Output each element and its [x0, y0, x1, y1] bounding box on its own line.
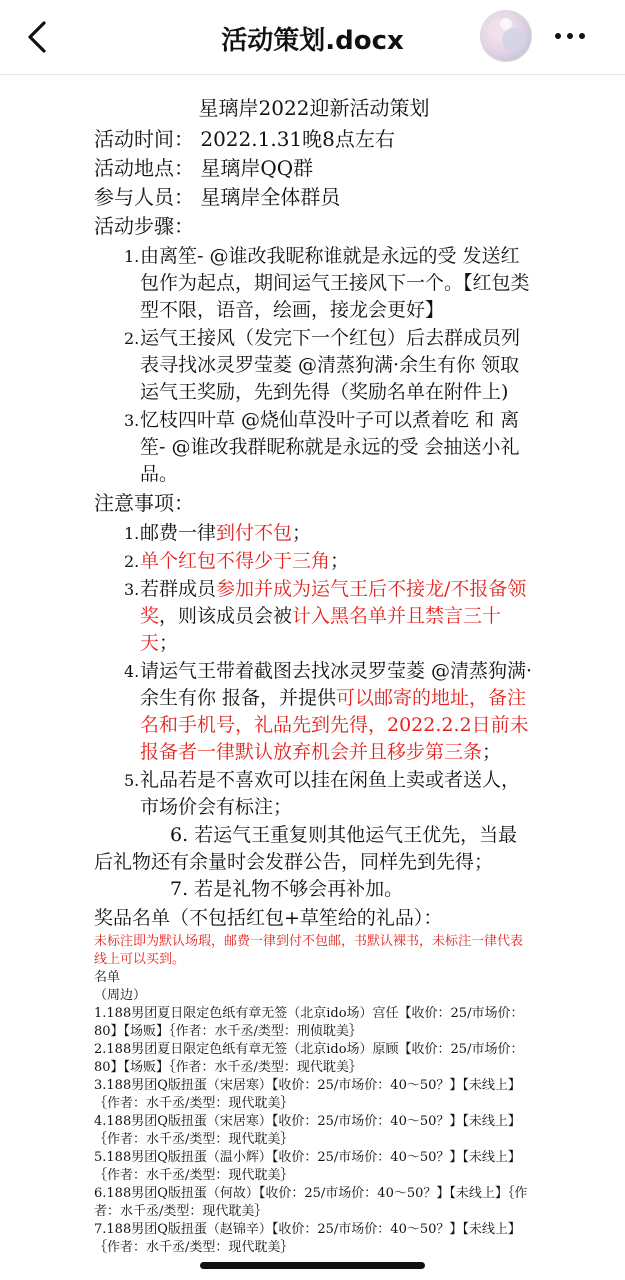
list-item: 1. 由离笙- @谁改我昵称谁就是永远的受 发送红包作为起点，期间运气王接风下一个。【红包类型不限，语音，绘画，接龙会更好】: [124, 245, 530, 321]
list-item: 7.188男团Q版扭蛋（赵锦辛）【收价：25/市场价：40～50？】【未线上】｛作者：水千丞/类型：现代耽美｝: [94, 1222, 521, 1255]
list-item: 2.188男团夏日限定色纸有章无签（北京ido场）原顾【收价：25/市场价：80】【场贩】｛作者：水千丞/类型：现代耽美｝: [94, 1042, 524, 1075]
list-item: 5. 礼品若是不喜欢可以挂在闲鱼上卖或者送人，市场价会有标注；: [124, 769, 521, 818]
list-item: 1.188男团夏日限定色纸有章无签（北京ido场）宫任【收价：25/市场价：80】【场贩】｛作者：水千丞/类型：刑侦耽美｝: [94, 1006, 524, 1039]
prize-list: [94, 1005, 534, 1257]
prize-note: 未标注即为默认场瑕，邮费一律到付不包邮，书默认裸书，未标注一律代表线上可以买到。: [94, 934, 524, 967]
list-item: 3. 若群成员参加并成为运气王后不接龙/不报备领奖，则该成员会被计入黑名单并且禁言三十天；: [124, 578, 527, 654]
avatar-image-icon: [480, 10, 532, 62]
more-dot-icon: [555, 33, 561, 39]
activity-location: 活动地点： 星璃岸QQ群: [94, 156, 314, 180]
home-indicator[interactable]: [200, 1262, 425, 1269]
avatar[interactable]: [480, 10, 532, 62]
list-item: 4.188男团Q版扭蛋（宋居寒）【收价：25/市场价：40～50？】【未线上】｛作者：水千丞/类型：现代耽美｝: [94, 1114, 521, 1147]
list-item: 3.188男团Q版扭蛋（宋居寒）【收价：25/市场价：40～50？】【未线上】｛作者：水千丞/类型：现代耽美｝: [94, 1078, 521, 1111]
more-dot-icon: [579, 33, 585, 39]
list-item: 5.188男团Q版扭蛋（温小辉）【收价：25/市场价：40～50？】【未线上】｛作者：水千丞/类型：现代耽美｝: [94, 1150, 521, 1183]
top-bar: [0, 0, 625, 75]
document-body: [94, 92, 534, 1257]
note-7: 7. 若是礼物不够会再补加。: [170, 878, 404, 900]
list-item: 1. 邮费一律到付不包；: [124, 522, 312, 544]
more-options-button[interactable]: [550, 26, 590, 46]
prize-heading: 奖品名单（不包括红包+草笙给的礼品）：: [94, 907, 443, 929]
notes-heading: 注意事项：: [94, 491, 194, 515]
steps-list: [94, 243, 534, 488]
activity-time: 活动时间： 2022.1.31晚8点左右: [94, 127, 395, 151]
notes-list: [94, 520, 534, 821]
list-item: 2. 单个红包不得少于三角；: [124, 550, 350, 572]
steps-heading: 活动步骤：: [94, 214, 194, 238]
list-item: 6.188男团Q版扭蛋（何故）【收价：25/市场价：40～50？】【未线上】｛作者：水千丞/类型：现代耽美｝: [94, 1186, 528, 1219]
list-item: 2. 运气王接风（发完下一个红包）后去群成员列表寻找冰灵罗莹菱 @清蒸狗满·余生有你 领取运气王奖励，先到先得（奖励名单在附件上): [124, 327, 521, 403]
note-6: 6. 若运气王重复则其他运气王优先，当最后礼物还有余量时会发群公告，同样先到先得；: [94, 824, 518, 873]
list-item: 3. 忆枝四叶草 @烧仙草没叶子可以煮着吃 和 离笙- @谁改我群昵称就是永远的受 会抽送小礼品。: [124, 409, 520, 485]
list-item: 4. 请运气王带着截图去找冰灵罗莹菱 @清蒸狗满·余生有你 报备，并提供可以邮寄的地址，备注名和手机号，礼品先到先得，2022.2.2日前未报备者一律默认放弃机会并且移步第三条；: [124, 660, 533, 763]
list-sub: （周边）: [94, 988, 147, 1003]
doc-heading: 星璃岸2022迎新活动策划: [198, 96, 430, 120]
document-title: 活动策划.docx: [221, 26, 404, 56]
participants: 参与人员： 星璃岸全体群员: [94, 185, 341, 209]
more-dot-icon: [567, 33, 573, 39]
list-label: 名单: [94, 970, 121, 985]
